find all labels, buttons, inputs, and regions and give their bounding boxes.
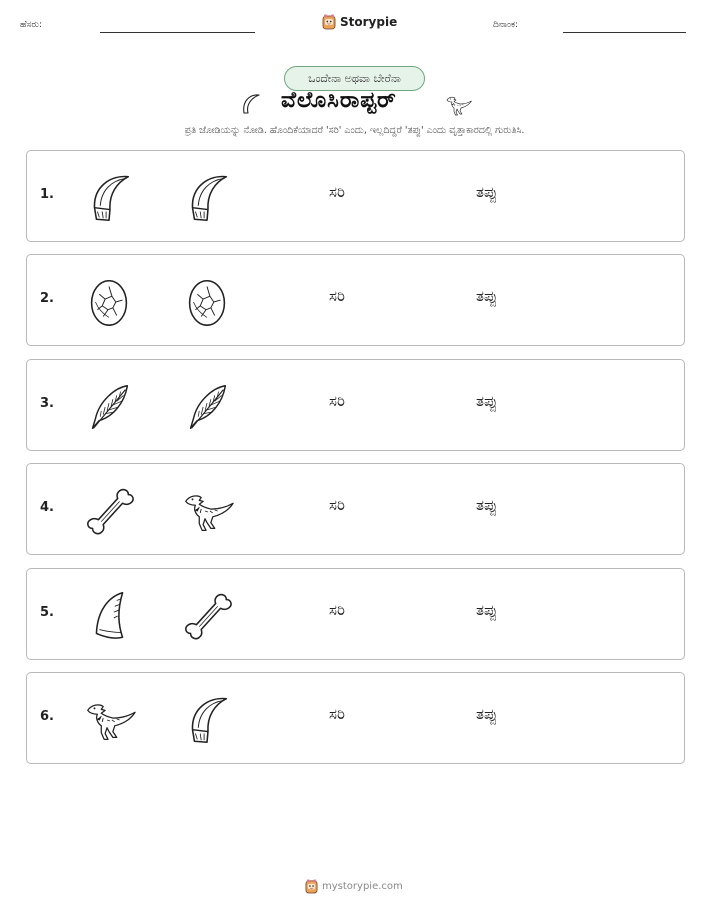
date-label: ದಿನಾಂಕ: xyxy=(493,20,519,30)
worksheet-header xyxy=(0,14,709,38)
answer-option-same[interactable]: ಸರಿ xyxy=(329,287,345,306)
brand-logo xyxy=(322,14,397,30)
claw-icon xyxy=(177,169,237,227)
egg-icon xyxy=(177,273,237,331)
tooth-icon xyxy=(79,587,139,645)
question-row xyxy=(26,150,685,242)
claw-icon xyxy=(79,169,139,227)
claw-icon xyxy=(177,691,237,749)
answer-option-different[interactable]: ತಪ್ಪು xyxy=(476,391,498,410)
answer-option-same[interactable]: ಸರಿ xyxy=(329,704,345,723)
answer-option-different[interactable]: ತಪ್ಪು xyxy=(476,600,498,619)
date-field-line xyxy=(563,32,686,33)
worksheet-type-badge: ಒಂದೇನಾ ಅಥವಾ ಬೇರೆನಾ xyxy=(284,66,425,91)
question-number: 6. xyxy=(40,708,54,724)
claw-icon xyxy=(235,90,265,120)
answer-option-same[interactable]: ಸರಿ xyxy=(329,183,345,201)
bone-icon xyxy=(79,482,139,540)
answer-option-different[interactable]: ತಪ್ಪು xyxy=(476,704,498,723)
dinosaur-icon xyxy=(79,691,139,749)
name-label: ಹೆಸರು: xyxy=(20,20,43,30)
question-number: 3. xyxy=(40,395,54,411)
dinosaur-icon xyxy=(440,90,476,120)
mascot-icon xyxy=(305,879,318,894)
egg-icon xyxy=(79,273,139,331)
brand-name: Storypie xyxy=(340,15,398,29)
answer-option-same[interactable]: ಸರಿ xyxy=(329,600,345,619)
question-row xyxy=(26,359,685,451)
question-number: 5. xyxy=(40,604,54,620)
question-number: 4. xyxy=(40,500,54,516)
mascot-icon xyxy=(322,14,336,30)
feather-icon xyxy=(79,378,139,436)
name-field-line xyxy=(100,32,255,33)
dinosaur-icon xyxy=(177,482,237,540)
question-row xyxy=(26,568,685,660)
question-list xyxy=(26,150,685,776)
answer-option-same[interactable]: ಸರಿ xyxy=(329,496,345,515)
answer-option-different[interactable]: ತಪ್ಪು xyxy=(476,287,498,306)
footer xyxy=(305,879,403,894)
question-row xyxy=(26,254,685,346)
question-row xyxy=(26,463,685,555)
question-row xyxy=(26,672,685,764)
answer-option-different[interactable]: ತಪ್ಪು xyxy=(476,496,498,515)
answer-option-same[interactable]: ಸರಿ xyxy=(329,391,345,410)
answer-option-different[interactable]: ತಪ್ಪು xyxy=(476,183,498,201)
question-number: 2. xyxy=(40,291,54,307)
instructions: ಪ್ರತಿ ಜೋಡಿಯನ್ನು ನೋಡಿ. ಹೊಂದಿಕೆಯಾದರೆ 'ಸರಿ' ಎಂದು, ಇಲ್ಲದಿದ್ದರೆ 'ತಪ್ಪು' ಎಂದು ವೃತ್ತಾಕಾರದಲ್ಲಿ ಗುರುತಿಸಿ. xyxy=(184,125,525,136)
feather-icon xyxy=(177,378,237,436)
page-title: ವೆಲೊಸಿರಾಪ್ಟರ್ xyxy=(281,88,397,113)
footer-url[interactable]: mystorypie.com xyxy=(322,881,403,892)
bone-icon xyxy=(177,587,237,645)
question-number: 1. xyxy=(40,187,54,202)
title-row xyxy=(0,88,709,122)
